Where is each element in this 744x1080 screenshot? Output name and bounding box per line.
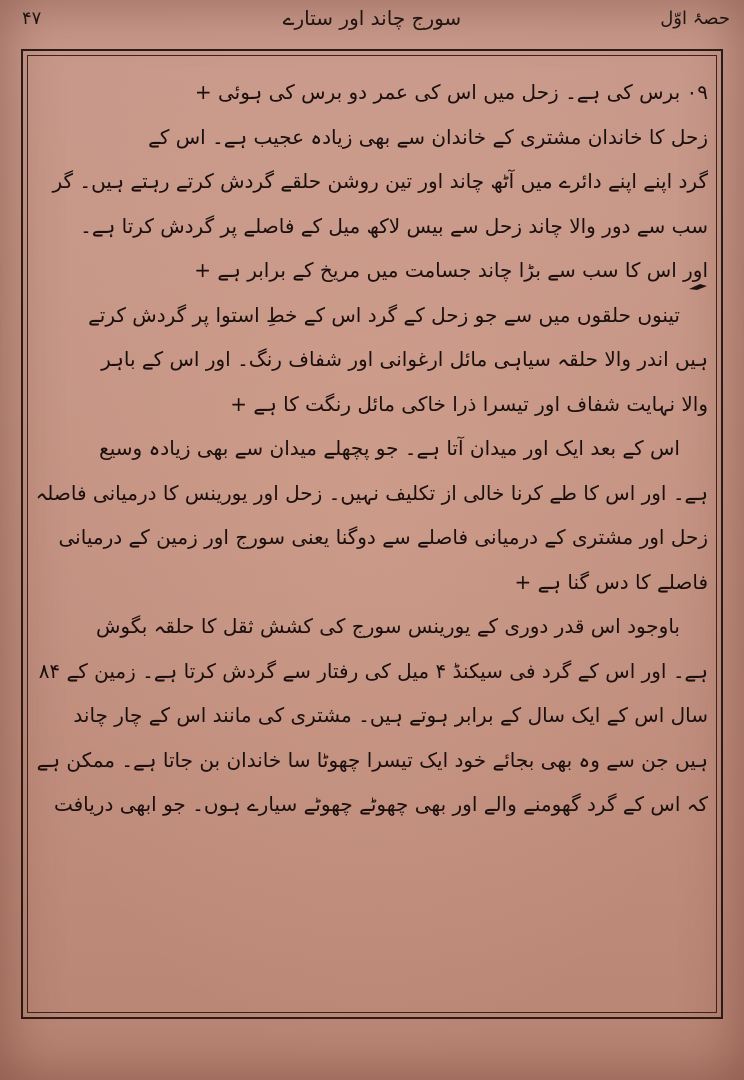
running-head (0, 0, 744, 44)
text-line: باوجود اس قدر دوری کے یورینس سورج کی کشش ثقل کا حلقہ بگوش (95, 614, 680, 638)
text-line: ہے۔ اور اس کے گرد فی سیکنڈ ۴ میل کی رفتار سے گردش کرتا ہے۔ زمین کے ۸۴ (38, 658, 708, 683)
text-line: اور اس کا سب سے بڑا چاند جسامت میں مریخ کے برابر ہے + (194, 258, 708, 282)
text-line: زحل اور مشتری کے درمیانی فاصلے سے دوگنا یعنی سورج اور زمین کے درمیانی (58, 525, 708, 549)
text-line: ہیں اندر والا حلقہ سیاہی مائل ارغوانی اور شفاف رنگ۔ اور اس کے باہر (101, 347, 708, 371)
text-line: سال اس کے ایک سال کے برابر ہوتے ہیں۔ مشتری کی مانند اس کے چار چاند (73, 703, 708, 727)
text-line: تینوں حلقوں میں سے جو زحل کے گرد اس کے خطِ استوا پر گردش کرتے (88, 302, 680, 327)
text-line: زحل کا خاندان مشتری کے خاندان سے بھی زیادہ عجیب ہے۔ اس کے (148, 124, 708, 149)
text-line: اس کے بعد ایک اور میدان آتا ہے۔ جو پچھلے میدان سے بھی زیادہ وسیع (99, 436, 680, 460)
text-line: ہے۔ اور اس کا طے کرنا خالی از تکلیف نہیں۔ زحل اور یورینس کا درمیانی فاصلہ (35, 480, 708, 505)
text-line: ۰۹ برس کی ہے۔ زحل میں اس کی عمر دو برس کی ہوئی + (194, 80, 708, 104)
text-line: فاصلے کا دس گنا ہے + (514, 569, 708, 594)
text-line: والا نہایت شفاف اور تیسرا ذرا خاکی مائل رنگت کا ہے + (230, 391, 708, 416)
chapter-title: سورج چاند اور ستارے (282, 6, 462, 30)
text-line: گرد اپنے اپنے دائرے میں آٹھ چاند اور تین روشن حلقے گردش کرتے رہتے ہیں۔ گر (52, 169, 708, 193)
section-label: حصۂ اوّل (660, 8, 730, 29)
text-line: سب سے دور والا چاند زحل سے بیس لاکھ میل کے فاصلے پر گردش کرتا ہے۔ (80, 213, 708, 238)
body-text (32, 70, 708, 827)
text-line: ہیں جن سے وہ بھی بجائے خود ایک تیسرا چھوٹا سا خاندان بن جاتا ہے۔ ممکن ہے (36, 747, 708, 772)
page-number: ۴۷ (22, 8, 42, 29)
text-line: کہ اس کے گرد گھومنے والے اور بھی چھوٹے چھوٹے سیارے ہوں۔ جو ابھی دریافت (53, 792, 708, 816)
